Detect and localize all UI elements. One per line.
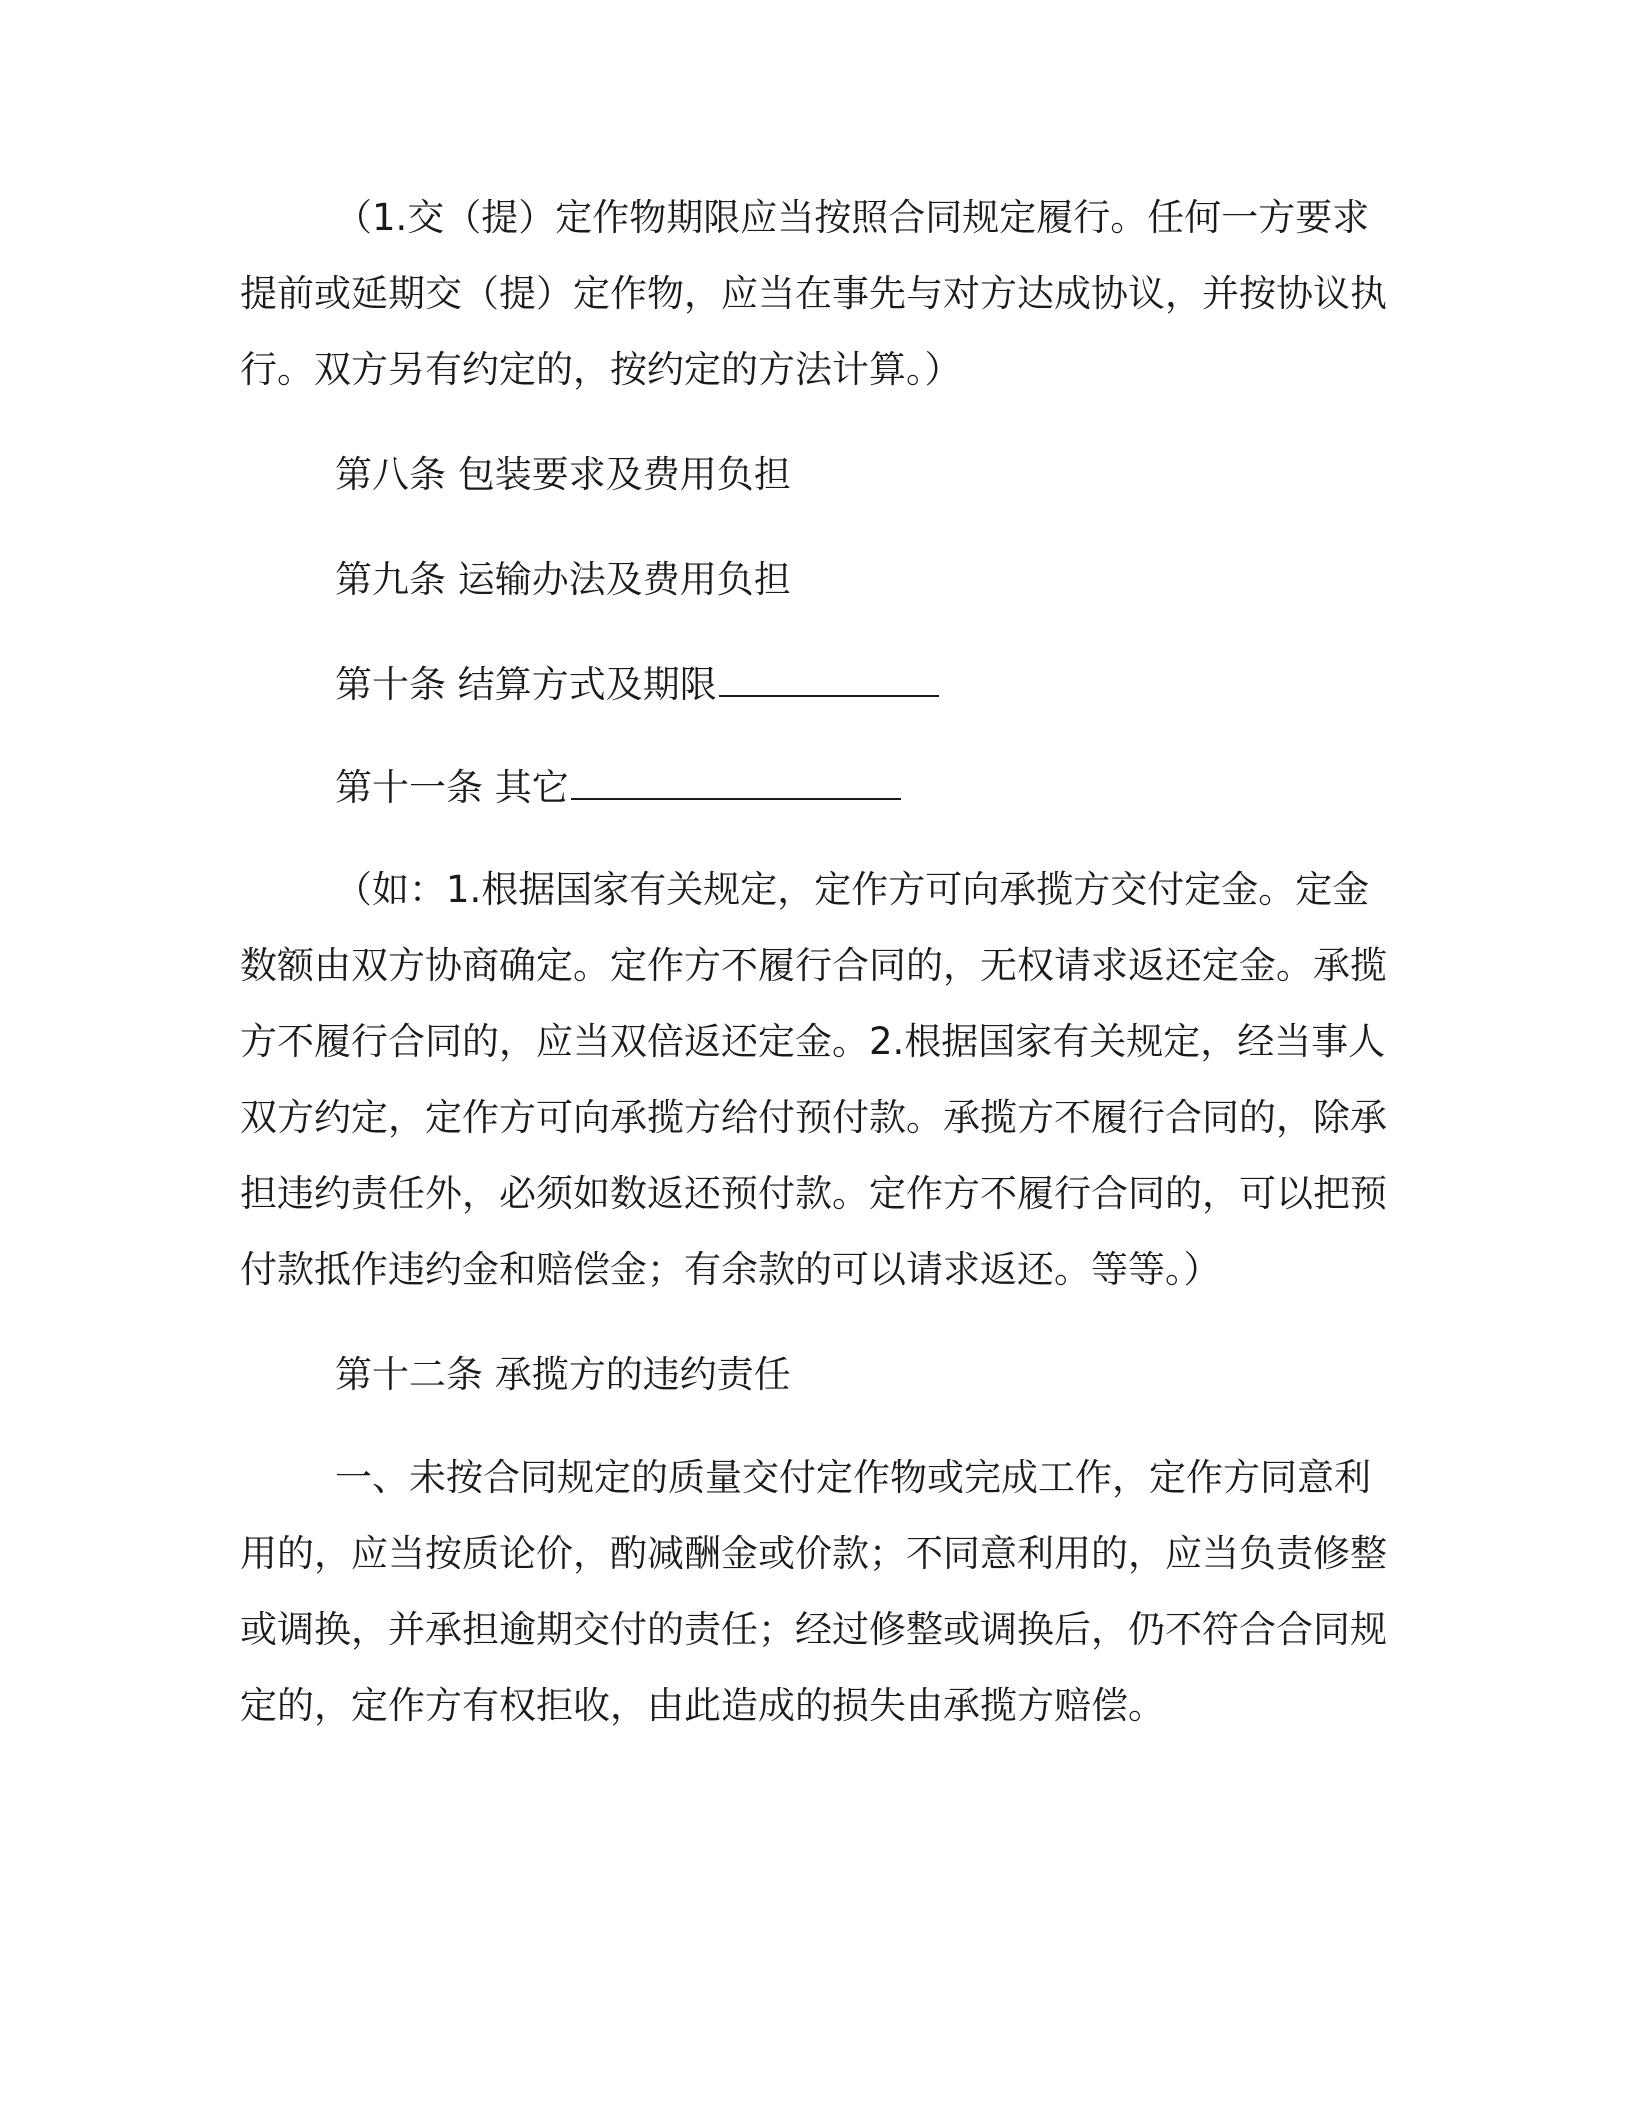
article-10-heading xyxy=(335,655,939,715)
article-11-heading xyxy=(335,758,901,818)
paragraph-quality-liability: 一、未按合同规定的质量交付定作物或完成工作，定作方同意利用的，应当按质论价，酌减酬金或价款；不同意利用的，应当负责修整或调换，并承担逾期交付的责任；经过修整或调换后，仍不符合合同规定的，定作方有权拒收，由此造成的损失由承揽方赔偿。 xyxy=(240,1456,1387,1727)
article-12-heading xyxy=(335,1345,791,1405)
article-10-text: 第十条 结算方式及期限 xyxy=(335,663,717,706)
article-8-heading xyxy=(335,445,791,505)
fill-in-blank-line xyxy=(571,762,901,800)
article-12-text: 第十二条 承揽方的违约责任 xyxy=(335,1353,791,1396)
article-8-text: 第八条 包装要求及费用负担 xyxy=(335,453,791,496)
fill-in-blank-line xyxy=(719,659,939,697)
article-9-heading xyxy=(335,550,791,610)
paragraph-deposit-examples: （如：1.根据国家有关规定，定作方可向承揽方交付定金。定金数额由双方协商确定。定作方不履行合同的，无权请求返还定金。承揽方不履行合同的，应当双倍返还定金。2.根据国家有关规定，经当事人双方约定，定作方可向承揽方给付预付款。承揽方不履行合同的，除承担违约责任外，必须如数返还预付款。定作方不履行合同的，可以把预付款抵作违约金和赔偿金；有余款的可以请求返还。等等。） xyxy=(240,868,1387,1291)
article-11-text: 第十一条 其它 xyxy=(335,766,569,809)
paragraph-delivery-term: （1.交（提）定作物期限应当按照合同规定履行。任何一方要求提前或延期交（提）定作物，应当在事先与对方达成协议，并按协议执行。双方另有约定的，按约定的方法计算。） xyxy=(240,196,1387,391)
article-9-text: 第九条 运输办法及费用负担 xyxy=(335,558,791,601)
